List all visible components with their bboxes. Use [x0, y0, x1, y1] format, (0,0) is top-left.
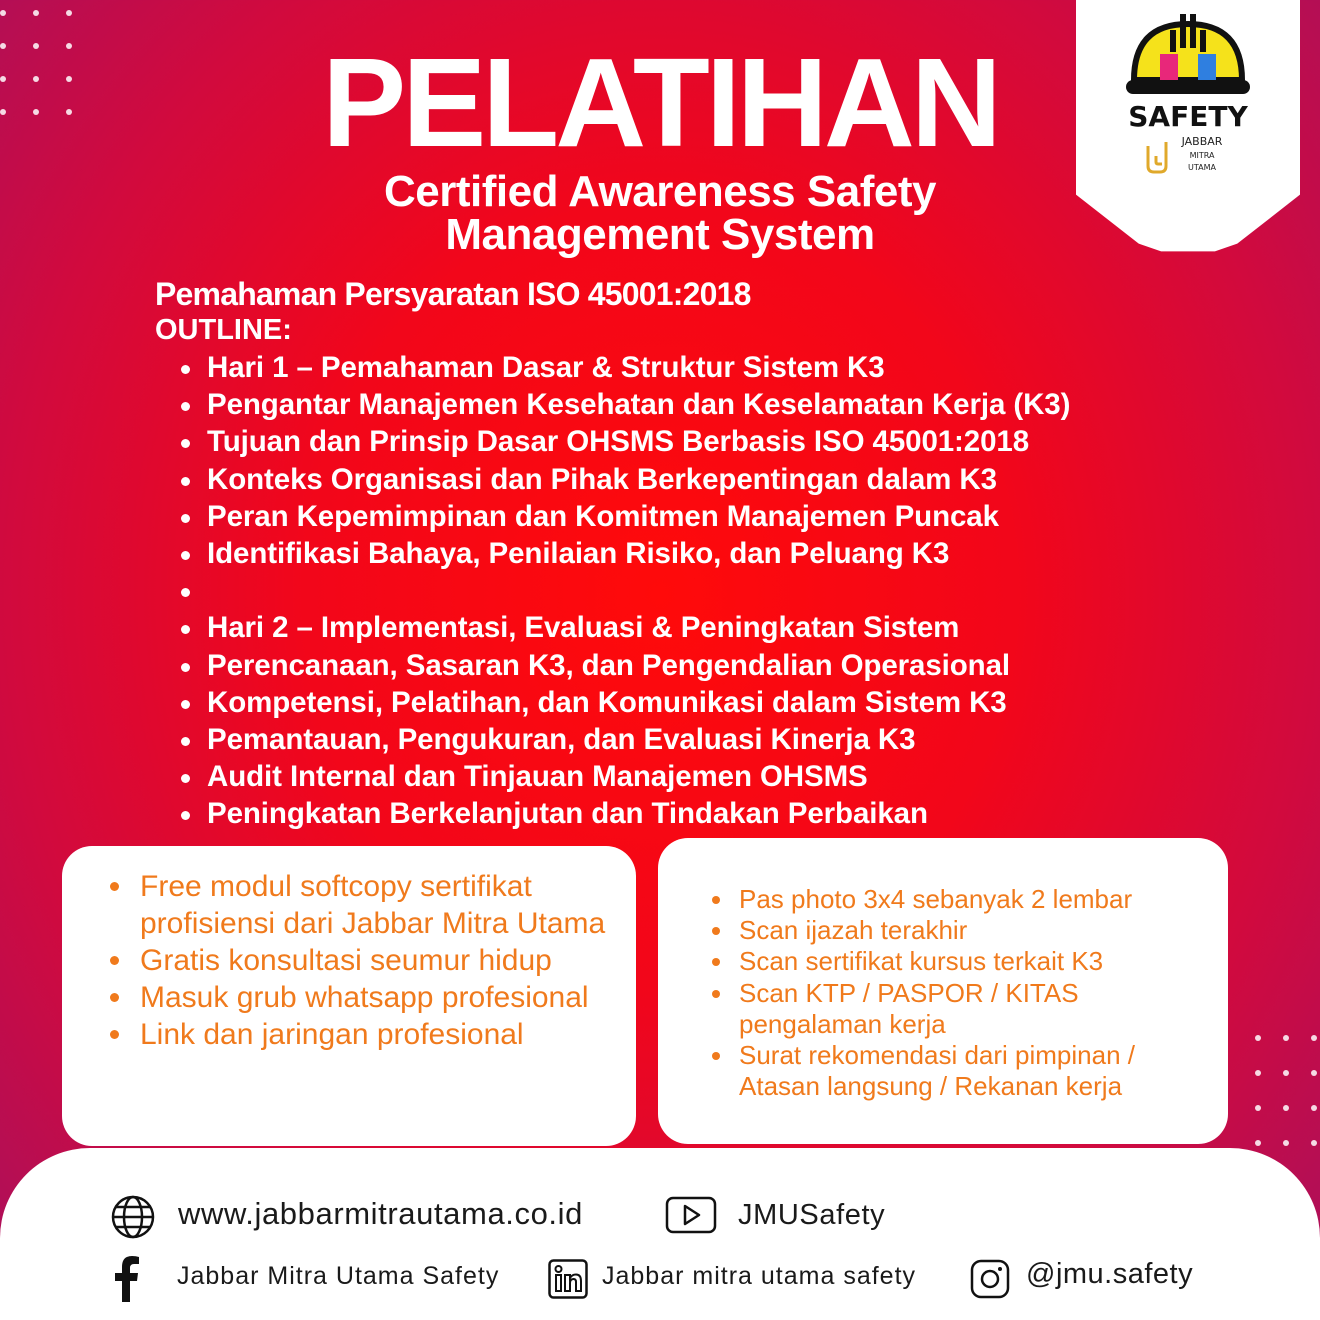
- course-subtitle: [230, 167, 1090, 259]
- requirement-item: Scan ijazah terakhir: [710, 915, 1220, 946]
- outline-list: [178, 349, 1070, 832]
- requirement-item: Scan KTP / PASPOR / KITAS pengalaman kerja: [710, 978, 1220, 1040]
- outline-item-empty: [178, 572, 1070, 609]
- subtitle-line-1: Certified Awareness Safety: [384, 167, 936, 216]
- outline-item: Hari 2 – Implementasi, Evaluasi & Peningkatan Sistem: [178, 609, 1070, 646]
- logo-text-jabbar: JABBAR: [1181, 135, 1223, 148]
- outline-item: Audit Internal dan Tinjauan Manajemen OHSMS: [178, 758, 1070, 795]
- website-link[interactable]: www.jabbarmitrautama.co.id: [178, 1196, 583, 1231]
- facebook-link[interactable]: Jabbar Mitra Utama Safety: [177, 1262, 500, 1290]
- page-title: PELATIHAN: [322, 32, 998, 173]
- benefits-card: [62, 846, 636, 1146]
- outline-item: Kompetensi, Pelatihan, dan Komunikasi dalam Sistem K3: [178, 684, 1070, 721]
- instagram-icon: [970, 1259, 1010, 1299]
- outline-item: Peningkatan Berkelanjutan dan Tindakan Perbaikan: [178, 795, 1070, 832]
- logo-text-mitra: MITRA: [1189, 151, 1215, 160]
- instagram-link[interactable]: @jmu.safety: [1026, 1258, 1194, 1290]
- outline-item: Identifikasi Bahaya, Penilaian Risiko, dan Peluang K3: [178, 535, 1070, 572]
- section-heading: Pemahaman Persyaratan ISO 45001:2018: [155, 276, 751, 312]
- linkedin-link[interactable]: Jabbar mitra utama safety: [602, 1262, 917, 1290]
- logo-text-utama: UTAMA: [1188, 163, 1216, 172]
- requirements-list: [710, 884, 1220, 1102]
- logo-word: SAFETY: [1128, 100, 1248, 133]
- outline-item: Tujuan dan Prinsip Dasar OHSMS Berbasis ISO 45001:2018: [178, 423, 1070, 460]
- outline-item: Pengantar Manajemen Kesehatan dan Keselamatan Kerja (K3): [178, 386, 1070, 423]
- outline-item: Konteks Organisasi dan Pihak Berkepentingan dalam K3: [178, 461, 1070, 498]
- requirement-item: Surat rekomendasi dari pimpinan / Atasan langsung / Rekanan kerja: [710, 1040, 1220, 1102]
- globe-icon: [111, 1195, 155, 1239]
- linkedin-icon: [548, 1259, 588, 1299]
- footer: [0, 1148, 1320, 1320]
- youtube-icon: [665, 1196, 717, 1234]
- subtitle-line-2: Management System: [445, 210, 875, 259]
- benefit-item: Free modul softcopy sertifikat profisiensi dari Jabbar Mitra Utama: [108, 868, 628, 942]
- youtube-link[interactable]: JMUSafety: [738, 1199, 886, 1231]
- outline-label: OUTLINE:: [155, 314, 292, 346]
- requirement-item: Scan sertifikat kursus terkait K3: [710, 946, 1220, 977]
- facebook-icon: [112, 1256, 140, 1302]
- outline-item: Pemantauan, Pengukuran, dan Evaluasi Kinerja K3: [178, 721, 1070, 758]
- decorative-dots-bottom-right: [1255, 1035, 1320, 1146]
- outline-item: Peran Kepemimpinan dan Komitmen Manajemen Puncak: [178, 498, 1070, 535]
- requirements-card: [658, 838, 1228, 1144]
- outline-item: Perencanaan, Sasaran K3, dan Pengendalian Operasional: [178, 647, 1070, 684]
- benefit-item: Masuk grub whatsapp profesional: [108, 979, 628, 1016]
- requirement-item: Pas photo 3x4 sebanyak 2 lembar: [710, 884, 1220, 915]
- outline-item: Hari 1 – Pemahaman Dasar & Struktur Sistem K3: [178, 349, 1070, 386]
- benefits-list: [108, 868, 628, 1053]
- benefit-item: Gratis konsultasi seumur hidup: [108, 942, 628, 979]
- benefit-item: Link dan jaringan profesional: [108, 1016, 628, 1053]
